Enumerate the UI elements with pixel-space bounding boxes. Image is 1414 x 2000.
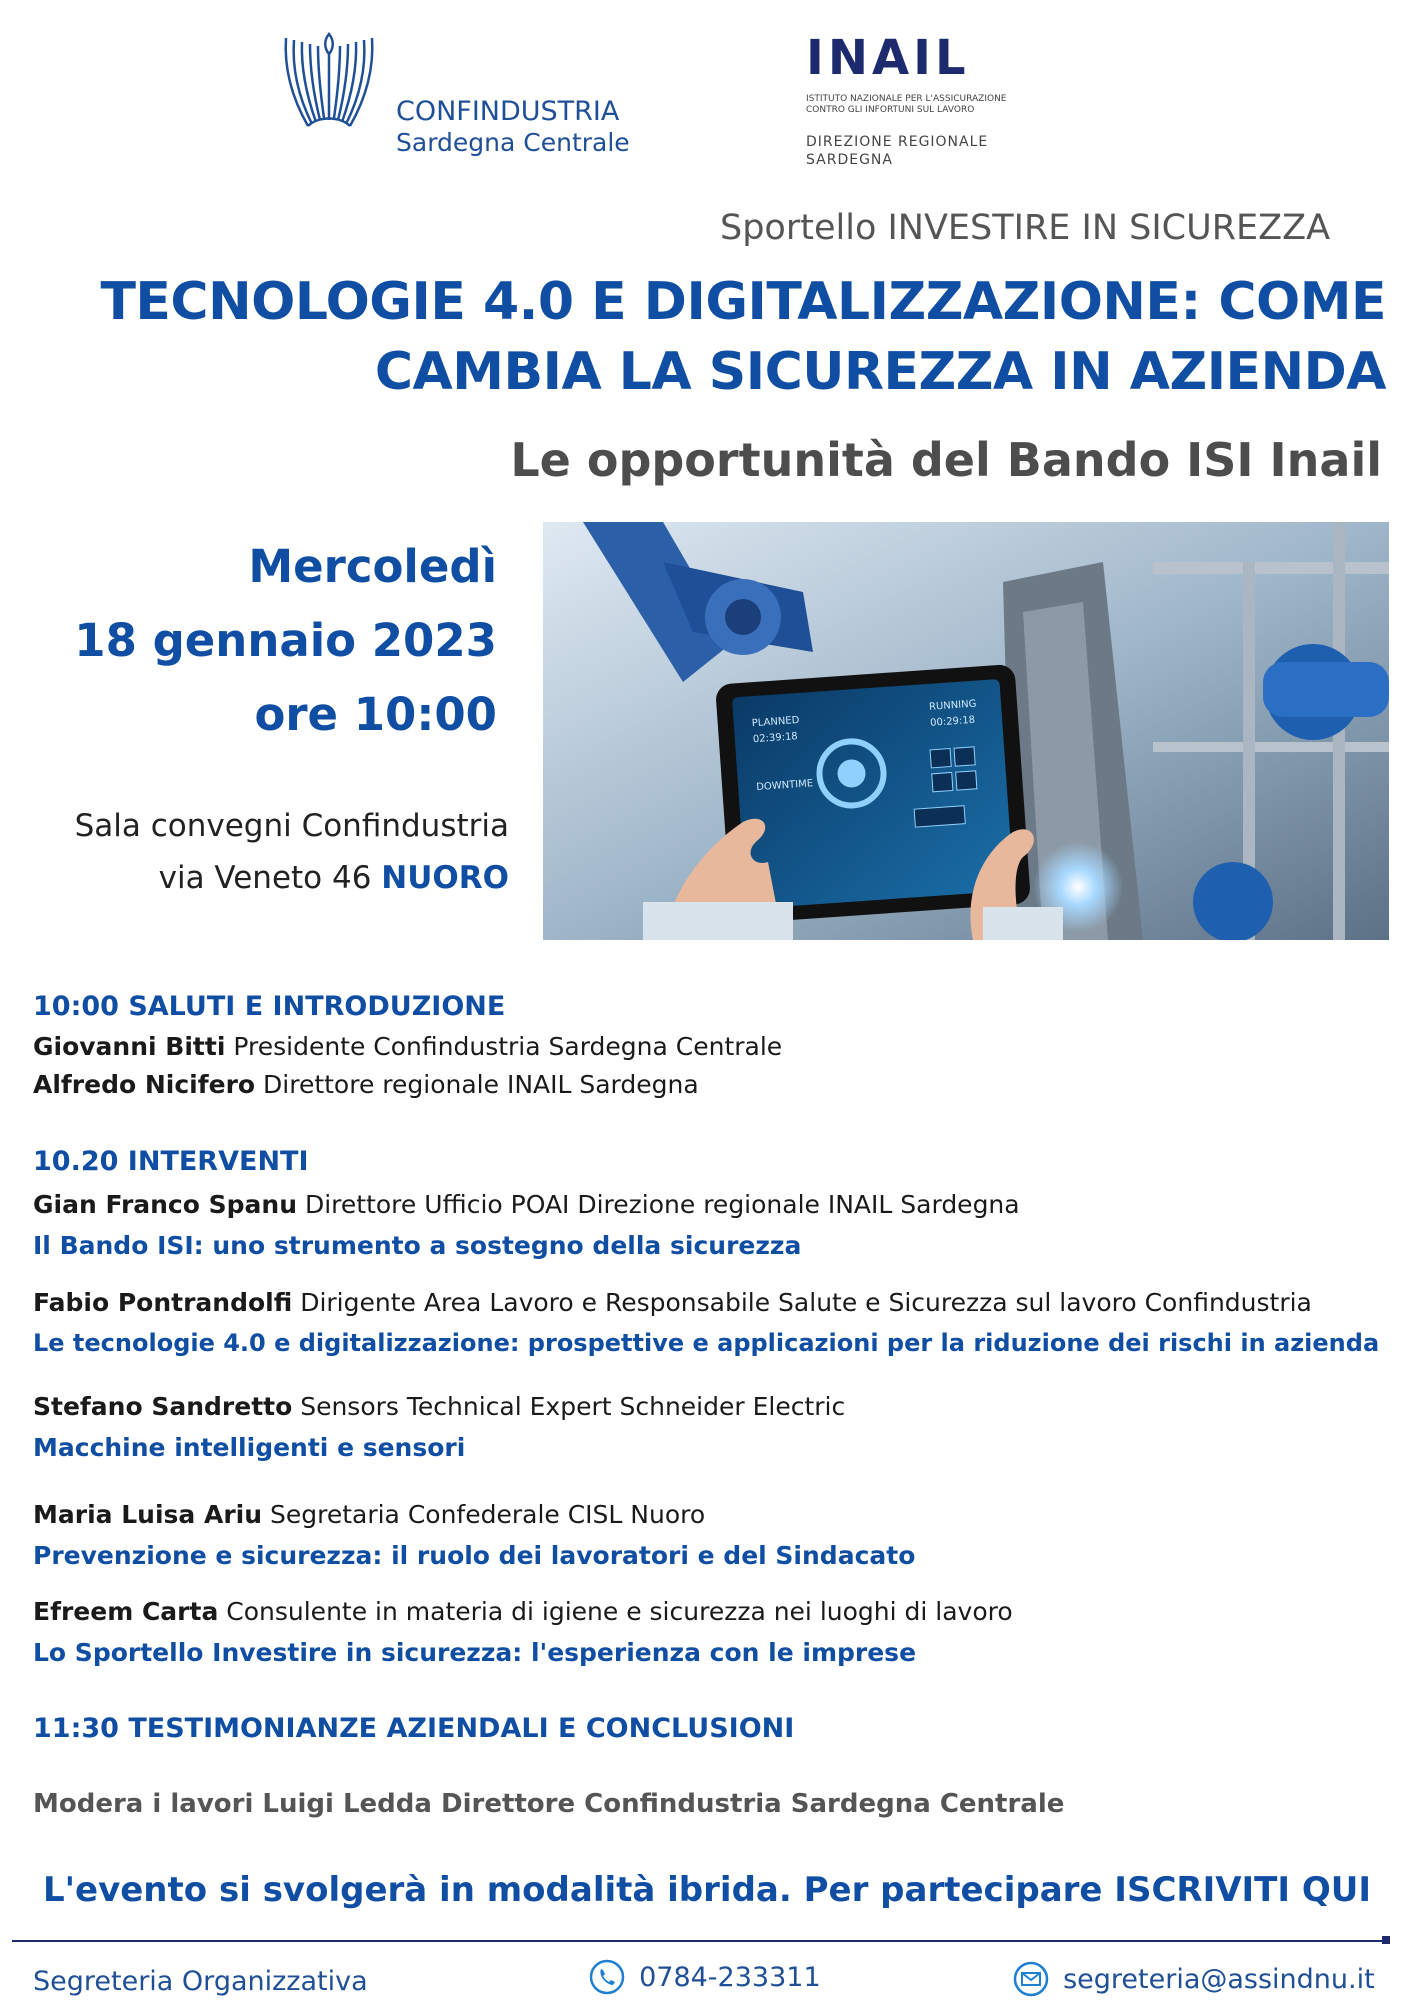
talk-topic-3: Macchine intelligenti e sensori bbox=[33, 1433, 466, 1462]
speaker-role: Presidente Confindustria Sardegna Centrale bbox=[225, 1032, 783, 1061]
screen-planned-label: PLANNED bbox=[751, 714, 800, 730]
section-saluti-heading: 10:00 SALUTI E INTRODUZIONE bbox=[33, 991, 506, 1022]
main-title-line2: CAMBIA LA SICUREZZA IN AZIENDA bbox=[374, 342, 1386, 402]
speaker-bitti bbox=[33, 1032, 782, 1061]
footer-divider bbox=[12, 1940, 1388, 1942]
speaker-name: Gian Franco Spanu bbox=[33, 1190, 298, 1219]
speaker-nicifero bbox=[33, 1070, 699, 1099]
talk-topic-5: Lo Sportello Investire in sicurezza: l'esperienza con le imprese bbox=[33, 1638, 917, 1667]
inail-wordmark: INAIL bbox=[806, 30, 970, 86]
speaker-carta bbox=[33, 1597, 1013, 1626]
phone-icon bbox=[588, 1958, 626, 1996]
speaker-name: Stefano Sandretto bbox=[33, 1392, 293, 1421]
email-icon bbox=[1012, 1960, 1050, 1998]
speaker-ariu bbox=[33, 1500, 705, 1529]
confindustria-region: Sardegna Centrale bbox=[396, 128, 630, 157]
speaker-sandretto bbox=[33, 1392, 845, 1421]
factory-robot-tablet-illustration bbox=[543, 522, 1389, 940]
screen-planned-time: 02:39:18 bbox=[752, 731, 799, 746]
event-venue: Sala convegni Confindustria bbox=[74, 808, 509, 844]
speaker-name: Efreem Carta bbox=[33, 1597, 219, 1626]
inail-subtitle-2: CONTRO GLI INFORTUNI SUL LAVORO bbox=[806, 105, 975, 115]
confindustria-logo bbox=[278, 28, 678, 168]
speaker-role: Dirigente Area Lavoro e Responsabile Salute e Sicurezza sul lavoro Confindustria bbox=[292, 1288, 1312, 1317]
speaker-name: Giovanni Bitti bbox=[33, 1032, 226, 1061]
talk-topic-4: Prevenzione e sicurezza: il ruolo dei lavoratori e del Sindacato bbox=[33, 1541, 916, 1570]
phone-number: 0784-233311 bbox=[639, 1961, 821, 1993]
event-time: ore 10:00 bbox=[254, 688, 497, 741]
event-date: 18 gennaio 2023 bbox=[74, 614, 497, 667]
event-day: Mercoledì bbox=[248, 540, 497, 593]
inail-logo bbox=[806, 30, 1066, 180]
kicker: Sportello INVESTIRE IN SICUREZZA bbox=[720, 208, 1331, 248]
speaker-role: Consulente in materia di igiene e sicurezza nei luoghi di lavoro bbox=[218, 1597, 1013, 1626]
speaker-name: Maria Luisa Ariu bbox=[33, 1500, 263, 1529]
screen-running-label: RUNNING bbox=[928, 698, 977, 713]
footer-email[interactable] bbox=[1012, 1960, 1375, 1998]
speaker-spanu bbox=[33, 1190, 1020, 1219]
section-interventi-heading: 10.20 INTERVENTI bbox=[33, 1146, 309, 1177]
moderator-line: Modera i lavori Luigi Ledda Direttore Confindustria Sardegna Centrale bbox=[33, 1789, 1065, 1819]
event-address: via Veneto 46 bbox=[158, 860, 372, 896]
section-testimonianze-heading: 11:30 TESTIMONIANZE AZIENDALI E CONCLUSIONI bbox=[33, 1713, 795, 1744]
speaker-role: Direttore Ufficio POAI Direzione regionale INAIL Sardegna bbox=[297, 1190, 1020, 1219]
speaker-role: Direttore regionale INAIL Sardegna bbox=[255, 1070, 699, 1099]
inail-direzione-2: SARDEGNA bbox=[806, 152, 893, 168]
footer-phone[interactable] bbox=[588, 1958, 821, 1996]
screen-downtime-label: DOWNTIME bbox=[755, 778, 814, 794]
footer-divider-dot bbox=[1382, 1936, 1390, 1944]
main-title-line1: TECNOLOGIE 4.0 E DIGITALIZZAZIONE: COME bbox=[100, 272, 1386, 332]
subtitle: Le opportunità del Bando ISI Inail bbox=[510, 433, 1382, 487]
registration-cta[interactable]: L'evento si svolgerà in modalità ibrida. Per partecipare ISCRIVITI QUI bbox=[42, 1870, 1372, 1910]
talk-topic-1: Il Bando ISI: uno strumento a sostegno della sicurezza bbox=[33, 1231, 802, 1260]
speaker-name: Fabio Pontrandolfi bbox=[33, 1288, 293, 1317]
talk-topic-2: Le tecnologie 4.0 e digitalizzazione: prospettive e applicazioni per la riduzione dei rischi in azienda bbox=[33, 1329, 1380, 1357]
speaker-role: Sensors Technical Expert Schneider Electric bbox=[292, 1392, 846, 1421]
inail-subtitle-1: ISTITUTO NAZIONALE PER L'ASSICURAZIONE bbox=[806, 94, 1007, 104]
screen-running-time: 00:29:18 bbox=[929, 714, 976, 729]
event-address-line bbox=[159, 860, 509, 896]
hero-image bbox=[543, 522, 1389, 940]
event-city: NUORO bbox=[381, 860, 509, 896]
confindustria-eagle-icon bbox=[278, 28, 380, 130]
footer-secretariat: Segreteria Organizzativa bbox=[33, 1966, 368, 1997]
email-address: segreteria@assindnu.it bbox=[1063, 1963, 1375, 1995]
speaker-pontrandolfi bbox=[33, 1288, 1312, 1317]
speaker-role: Segretaria Confederale CISL Nuoro bbox=[262, 1500, 706, 1529]
inail-direzione-1: DIREZIONE REGIONALE bbox=[806, 134, 989, 150]
confindustria-name: CONFINDUSTRIA bbox=[396, 96, 620, 127]
speaker-name: Alfredo Nicifero bbox=[33, 1070, 256, 1099]
